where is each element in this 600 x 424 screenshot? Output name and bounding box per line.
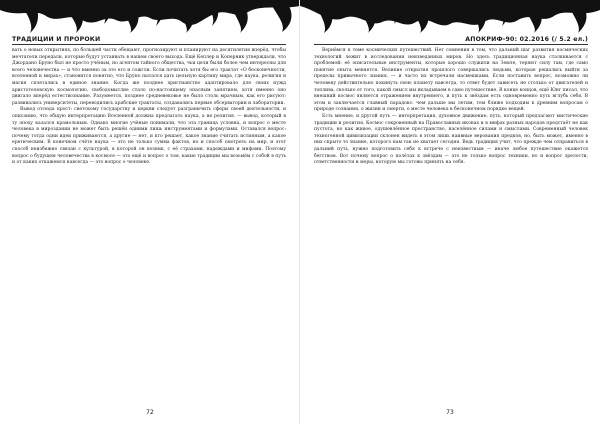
paragraph: вать о новых открытиях, по большей части обещают, прогнозируют и планируют на десятилетия вперёд, чтобы мечтатели передали, которые будут устаивать в нашем своего выхода. Ещё Кеплер и Коперник утверждали, что Джордано Бруно был не просто учёным, но агентом тайного общества, чьи цели были более чем интересны для всего человечества — и что именно за это его и сожгли. Если почитать хотя бы его трактат «О бесконечности, вселенной и мирах», становится понятно, что Бруно пытался дать цельную картину мира, где наука, религия и магия сплетались в единое знание. Когда же позднее христианство адаптировало для своих нужд аристотелевскую космологию, свободомыслие стало по-настоящему опасным занятием, хотя именно оно двигало вперёд естествознание. Разумеется, позднее средневековье не было столь мрачным, как его рисуют: развивались университеты, переводились арабские трактаты, создавались первые обсерватории и лаборатории.	[12, 48, 286, 106]
right-page	[300, 0, 600, 424]
ornament-header-right	[300, 0, 600, 34]
body-text-left	[12, 48, 286, 167]
body-text-right	[314, 48, 588, 167]
page-number-left: 72	[146, 409, 154, 416]
paragraph: Есть мнение, и другой путь — интерпретация, духовное движение, путь, который предлагают мистические традиции и религия. Космос сокровенный на Православных иконах и в мифах разных народов предстаёт не как пустота, но как живое, одушевлённое пространство, населённое силами и смыслами. Современный человек техногенной цивилизации склонен видеть в этом лишь наивные верования предков, но, быть может, именно в них скрыто то знание, которого нам так не хватает сегодня. Ведь традиция учит, что прежде чем отправиться в дальний путь, нужно подготовить себя к встрече с неизвестным — иначе любое путешествие окажется бегством. Вот почему вопрос о полётах к звёздам — это не только вопрос техники, но и вопрос зрелости, ответственности и меры, которую мы готовы принять на себя.	[314, 113, 588, 166]
paragraph: Вывод отсюда прост: светскому государству и церкви следует разграничить сферы своей деятельности, и описанию, что общую интерпретацию Вселенной должна предлагать наука, а не религия, — вывод, который в ту эпоху казался крамольным. Однако многие учёные понимали, что эта граница условна, и вопрос о месте человека в мироздании не может быть решён одними лишь инструментами и формулами. Оставался вопрос: почему тогда одни идеи приживаются, а другие — нет, и кто решает, какое знание считать истинным, а какое еретическим. В конечном счёте наука — это не только сумма фактов, но и способ смотреть на мир, и этот способ неизбежно связан с культурой, в которой он возник, с её страхами, надеждами и мифами. Поэтому вопрос о будущем человечества в космосе — это ещё и вопрос о том, какие традиции мы возьмём с собой в путь и от каких откажемся навсегда — это вопрос о человеке.	[12, 107, 286, 166]
page-number-right: 73	[446, 409, 454, 416]
running-head-right: АПОКРИФ-90: 02.2016 (/ 5.2 ел.)	[465, 36, 588, 43]
header-rule-right	[314, 44, 588, 45]
paragraph: Вернёмся к теме космических путешествий. Нет сомнения в том, что дальний шаг развития космических технологий лежит в исследовании неизведанных миров. Но здесь традиционная наука сталкивается с проблемой: её описательные инструменты, которые хорошо служили на Земле, теряют силу там, где само понятие опыта меняется. Великие открытия прошлого совершались людьми, которые решались выйти за пределы привычного знания, — и часто их встречали насмешками. Если поставить вопрос, возможно ли человеку действительно покинуть свою планету навсегда, то ответ будет зависеть не столько от двигателей и топлива, сколько от того, какой смысл мы вкладываем в само путешествие. В конце концов, ещё Юнг писал, что внешний космос является отражением внутреннего, и путь к звёздам есть одновременно путь вглубь себя. В этом и заключается главный парадокс: чем дальше мы летим, тем ближе подходим к древним вопросам о природе сознания, о жизни и смерти, о месте человека в бесконечном порядке вещей.	[314, 48, 588, 113]
ornament-header-left	[0, 0, 300, 34]
running-head-left: ТРАДИЦИИ И ПРОРОКИ	[12, 36, 101, 43]
header-rule-left	[12, 44, 286, 45]
